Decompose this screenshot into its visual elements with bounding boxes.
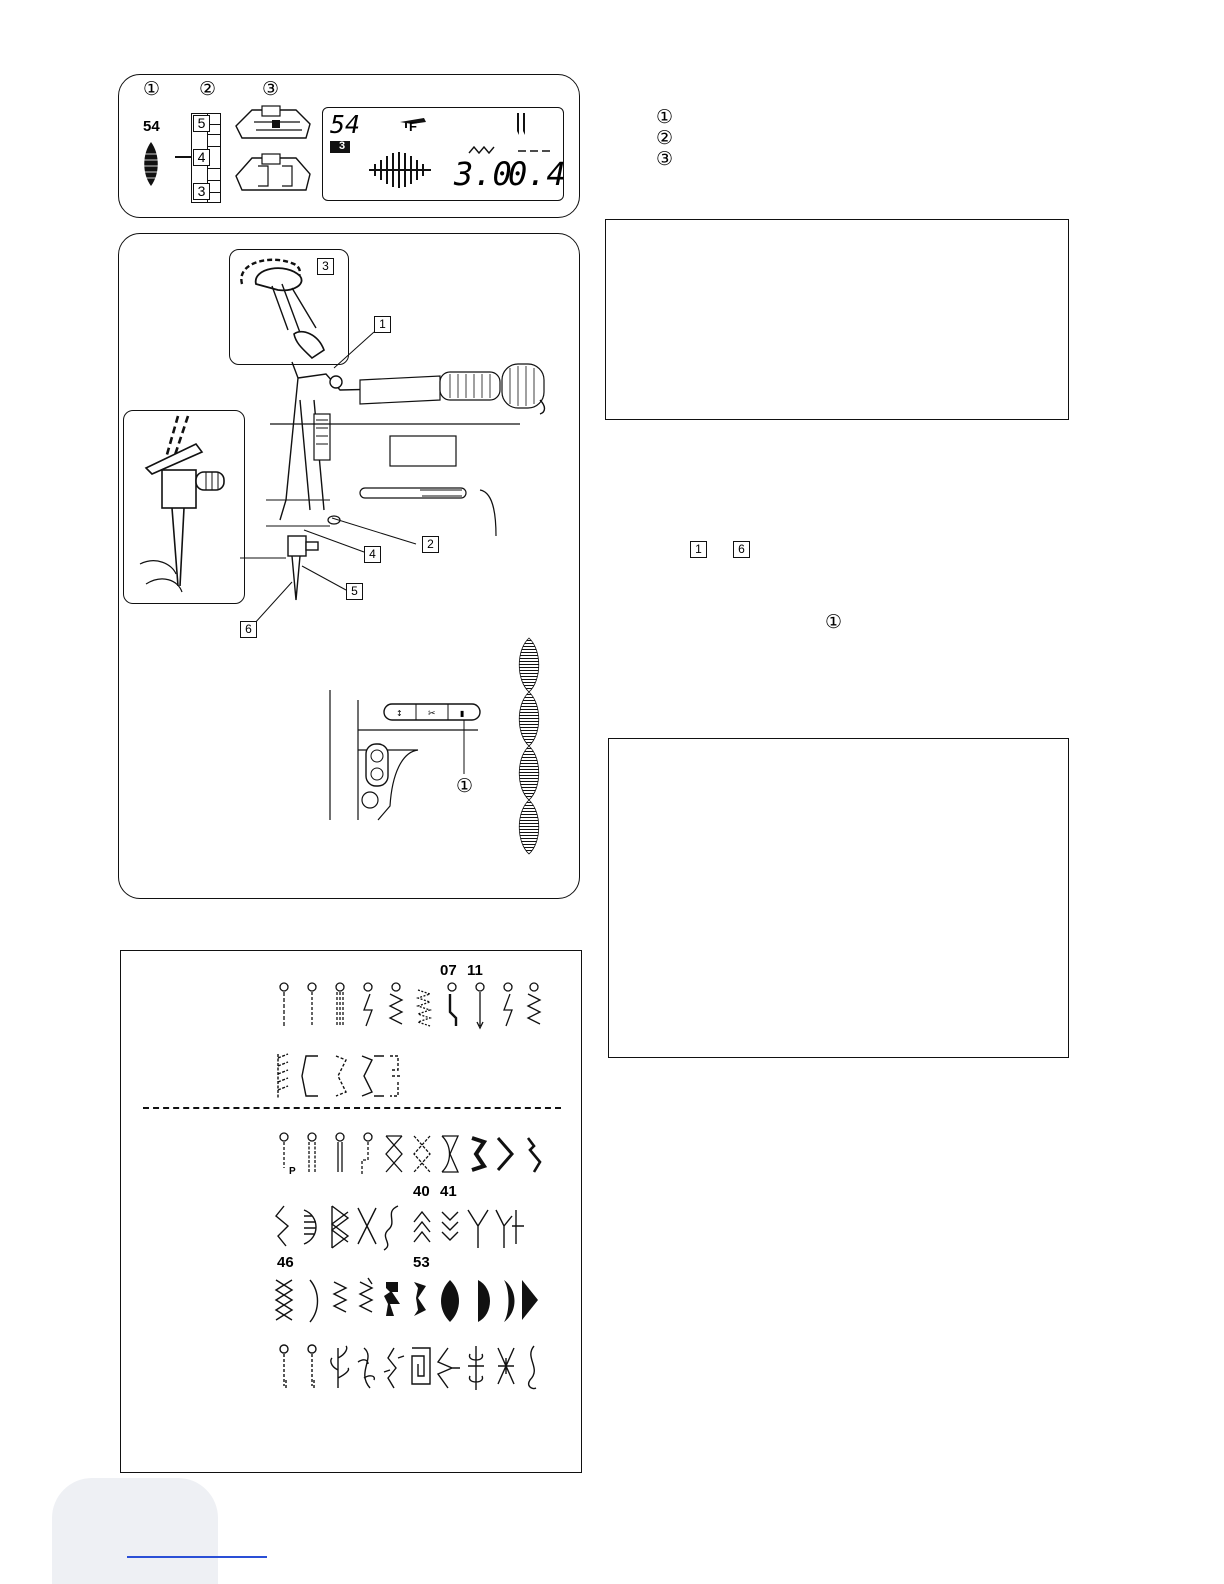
- tension-mark-4: 4: [193, 149, 210, 166]
- lcd-pattern-number: 54: [330, 110, 361, 139]
- length-dash-icon: [518, 148, 554, 154]
- legend-marker-2: ②: [656, 128, 674, 149]
- presser-foot-open-icon: [232, 152, 316, 200]
- lcd-width-value: 3.0: [454, 155, 512, 193]
- tension-mark-3: 3: [193, 183, 210, 200]
- presser-foot-f-icon: [232, 104, 316, 148]
- pattern-number-46: 46: [277, 1254, 294, 1271]
- marker-3: ③: [262, 79, 280, 100]
- step-ref-end: 6: [733, 541, 750, 558]
- legend-marker-3: ③: [656, 149, 674, 170]
- step-ref-start: 1: [690, 541, 707, 558]
- tension-mark-5: 5: [193, 115, 210, 132]
- decorative-stitch-row-4: [272, 1204, 552, 1252]
- chart-separator: [143, 1107, 561, 1109]
- pattern-number-07: 07: [440, 962, 457, 979]
- twin-needle-icon: [514, 113, 528, 135]
- lcd-foot-letter: F: [409, 119, 417, 134]
- marker-1: ①: [143, 79, 161, 100]
- footer-link-underline[interactable]: [127, 1556, 267, 1558]
- satin-stitch-sample: [512, 636, 546, 860]
- label-1: 1: [374, 316, 391, 333]
- utility-stitch-row-2: [274, 1052, 414, 1100]
- machine-front-illustration: [318, 690, 488, 830]
- svg-text:↕: ↕: [396, 709, 403, 718]
- pattern-number-53: 53: [413, 1254, 430, 1271]
- pattern-number-40: 40: [413, 1183, 430, 1200]
- satin-stitch-icon: [140, 140, 162, 188]
- label-3: 3: [317, 258, 334, 275]
- width-wave-icon: [468, 145, 498, 155]
- decorative-stitch-row-3: [272, 1132, 552, 1180]
- note-box-2: [608, 738, 1069, 1058]
- marker-2: ②: [199, 79, 217, 100]
- legend-marker-1: ①: [656, 107, 674, 128]
- needle-clamp-illustration: [126, 414, 242, 598]
- stitch-number: 54: [143, 118, 160, 135]
- button-ref-marker: ①: [825, 612, 843, 633]
- label-2: 2: [422, 536, 439, 553]
- pattern-row3-p-mark: P: [289, 1166, 296, 1177]
- satin-stitch-row-5: [272, 1276, 552, 1326]
- svg-text:✂: ✂: [428, 709, 436, 719]
- svg-text:▮: ▮: [460, 709, 465, 718]
- page-tab: [52, 1478, 218, 1584]
- note-box-1: [605, 219, 1069, 420]
- decorative-stitch-row-6: [272, 1344, 552, 1392]
- lcd-stitch-preview-icon: [365, 150, 435, 190]
- label-6: 6: [240, 621, 257, 638]
- pattern-number-11: 11: [467, 962, 483, 979]
- control-button-marker: ①: [456, 776, 474, 797]
- pattern-number-41: 41: [440, 1183, 457, 1200]
- leader-lines: [240, 320, 380, 620]
- lcd-length-value: 0.4: [508, 155, 566, 193]
- lcd-mode-number: 3: [339, 140, 346, 152]
- label-4: 4: [364, 546, 381, 563]
- utility-stitch-row-1: [272, 982, 542, 1030]
- tension-pointer: [175, 156, 191, 158]
- label-5: 5: [346, 583, 363, 600]
